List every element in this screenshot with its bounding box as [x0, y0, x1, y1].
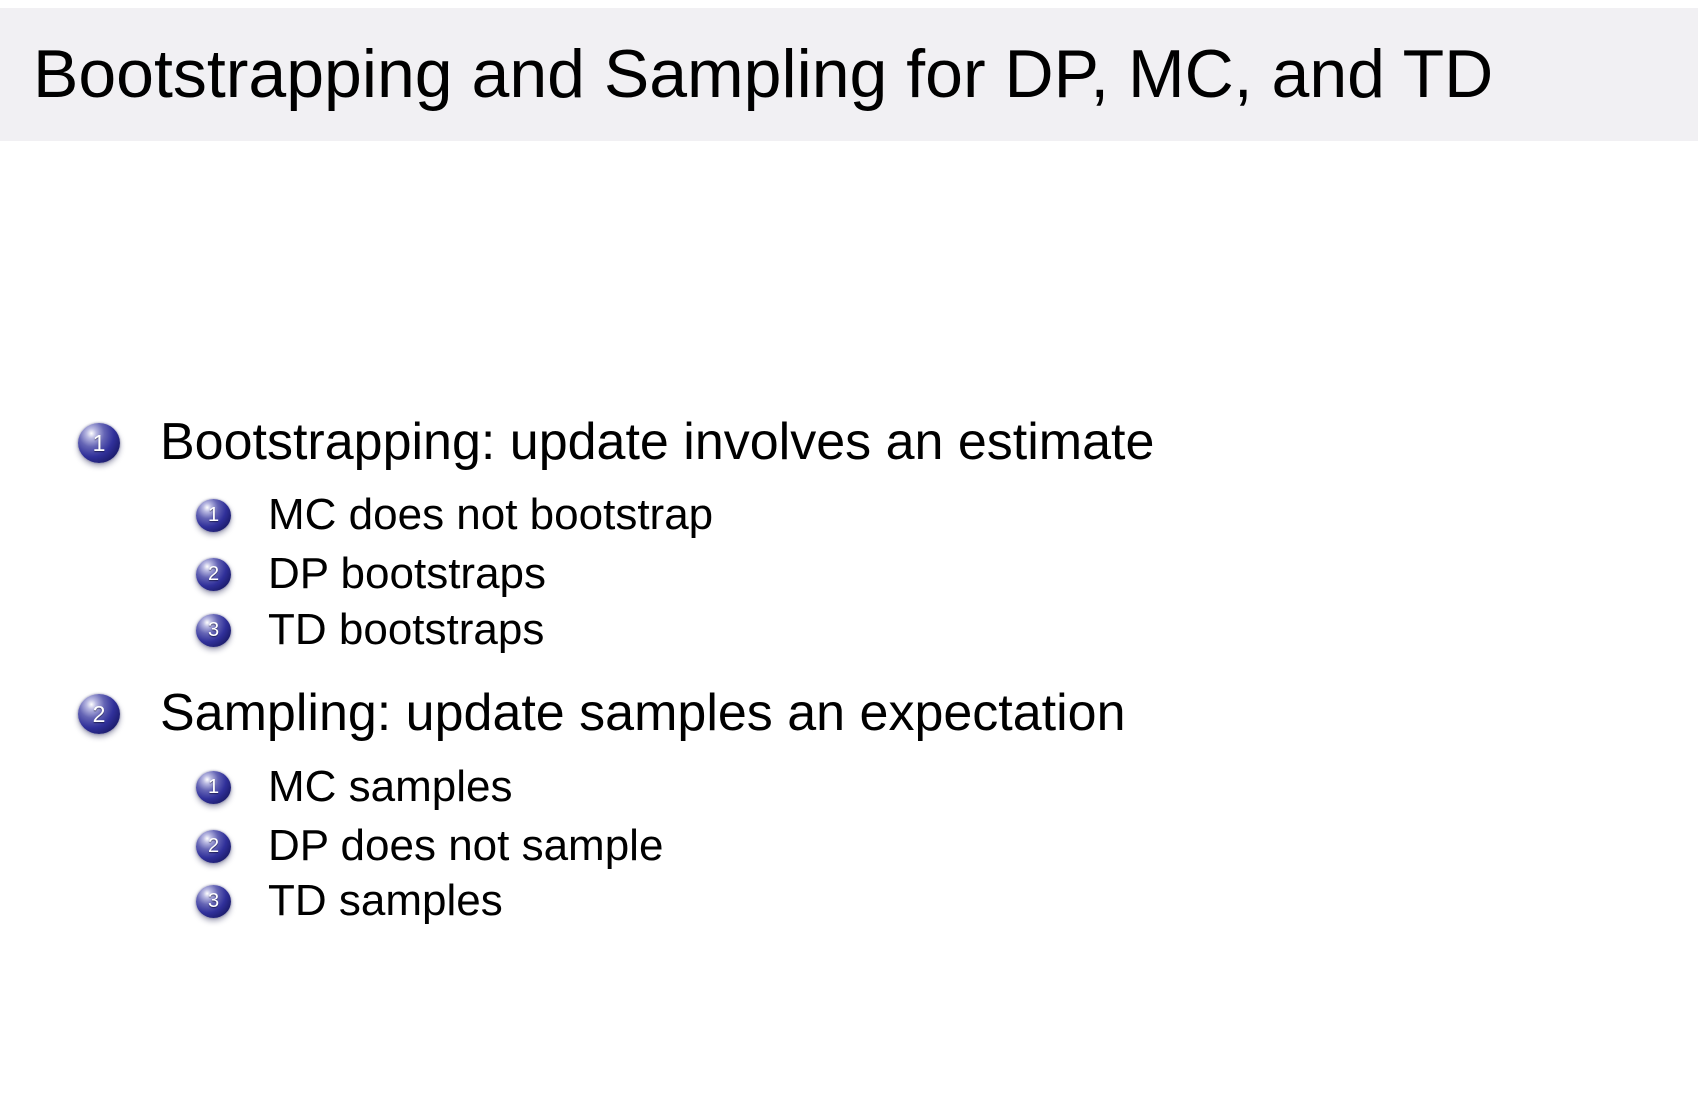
list-item	[196, 550, 546, 598]
list-item	[196, 877, 503, 925]
item-number-badge	[196, 771, 231, 804]
list-item	[196, 763, 513, 811]
item-number-badge	[196, 830, 231, 863]
list-item	[196, 491, 713, 539]
list-item-label: MC does not bootstrap	[268, 489, 714, 539]
list-item-label: Sampling: update samples an expectation	[160, 684, 1126, 743]
item-number: 3	[207, 619, 220, 641]
item-number-badge	[78, 423, 120, 463]
item-number: 2	[207, 835, 220, 857]
item-number-badge	[196, 558, 231, 591]
list-item-label: TD samples	[268, 875, 503, 925]
item-number: 2	[207, 563, 220, 585]
list-item	[78, 686, 1126, 742]
list-item-label: TD bootstraps	[268, 604, 545, 654]
list-item	[78, 415, 1154, 471]
item-number-badge	[78, 694, 120, 734]
page-title: Bootstrapping and Sampling for DP, MC, and TD	[33, 36, 1494, 112]
list-item	[196, 606, 544, 654]
list-item	[196, 822, 663, 870]
list-item-label: DP does not sample	[268, 820, 664, 870]
item-number: 1	[207, 504, 220, 526]
item-number-badge	[196, 885, 231, 918]
item-number-badge	[196, 614, 231, 647]
item-number: 2	[92, 700, 106, 727]
item-number: 3	[207, 890, 220, 912]
list-item-label: Bootstrapping: update involves an estimate	[160, 413, 1155, 472]
item-number: 1	[92, 429, 106, 456]
frame-title-bar	[0, 8, 1698, 141]
list-item-label: MC samples	[268, 761, 513, 811]
item-number-badge	[196, 499, 231, 532]
item-number: 1	[207, 776, 220, 798]
list-item-label: DP bootstraps	[268, 548, 547, 598]
